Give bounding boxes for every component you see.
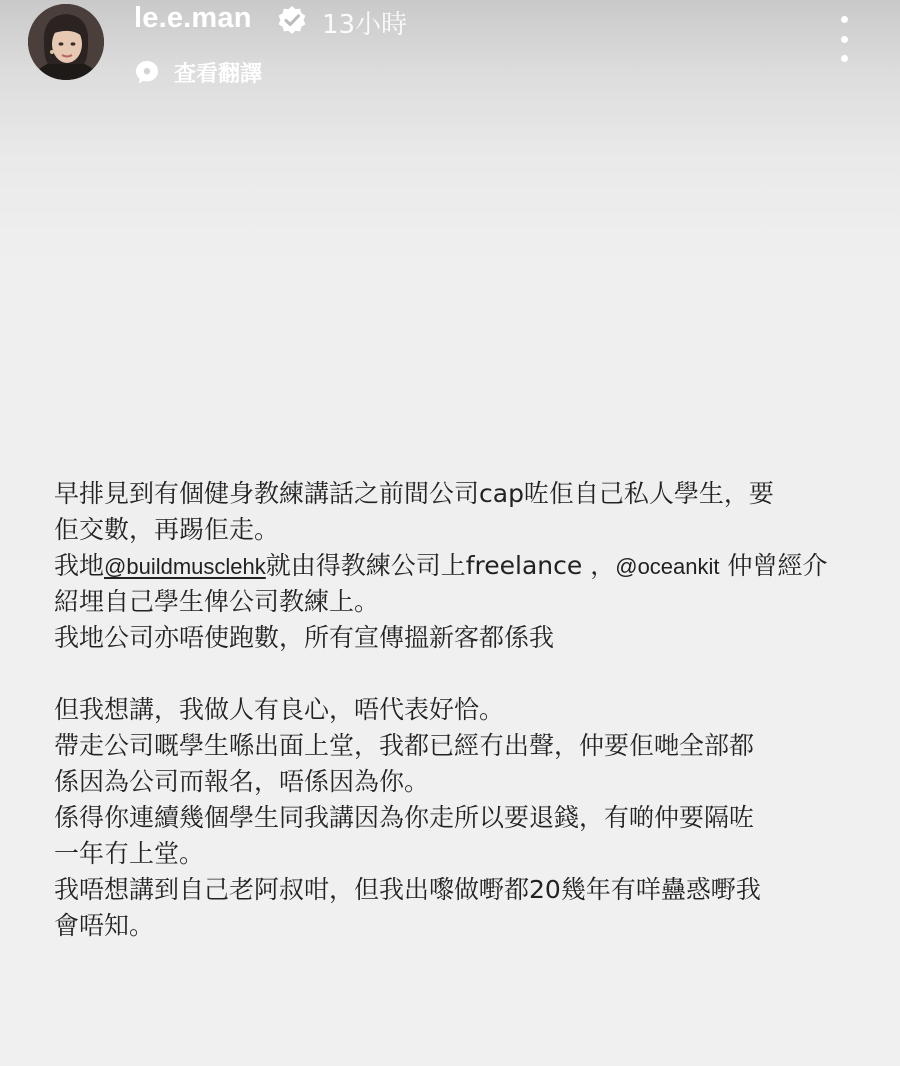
avatar[interactable] — [28, 4, 104, 80]
see-translation-label: 查看翻譯 — [174, 61, 263, 87]
story-text-body — [54, 476, 844, 944]
post-line: 會唔知。 — [54, 911, 155, 940]
mention-oceankit[interactable]: @oceankit — [615, 554, 720, 579]
verified-badge-icon — [276, 4, 308, 36]
post-timestamp: 13小時 — [322, 10, 408, 40]
post-line: 係得你連續幾個學生同我講因為你走所以要退錢，有啲仲要隔咗 — [54, 803, 755, 832]
post-line: 帶走公司嘅學生喺出面上堂，我都已經冇出聲，仲要佢哋全部都 — [54, 731, 755, 760]
username[interactable]: le.e.man — [134, 2, 252, 34]
see-translation-button[interactable] — [134, 56, 262, 88]
post-line: 一年冇上堂。 — [54, 839, 205, 868]
more-options-icon[interactable] — [826, 16, 862, 62]
translate-icon — [134, 59, 160, 85]
post-line: 我地公司亦唔使跑數，所有宣傳搵新客都係我 — [54, 623, 555, 652]
mention-buildmusclehk[interactable]: @buildmusclehk — [104, 554, 266, 579]
paragraph-gap — [54, 656, 844, 692]
story-header — [0, 0, 900, 110]
post-line: 但我想講，我做人有良心，唔代表好恰。 — [54, 695, 505, 724]
post-line: 係因為公司而報名，唔係因為你。 — [54, 767, 430, 796]
post-line-with-mentions — [54, 548, 844, 584]
post-line: 我唔想講到自己老阿叔咁，但我出嚟做嘢都20幾年有咩蠱惑嘢我 — [54, 875, 761, 904]
more-dot — [841, 55, 848, 62]
post-text: 就由得教練公司上freelance ， — [265, 551, 616, 580]
post-line: 早排見到有個健身教練講話之前間公司cap咗佢自己私人學生，要 — [54, 479, 774, 508]
more-dot — [841, 36, 848, 43]
post-line: 紹埋自己學生俾公司教練上。 — [54, 587, 380, 616]
post-text: 我地 — [54, 551, 105, 580]
post-text: 仲曾經介 — [719, 551, 828, 580]
post-line: 佢交數，再踢佢走。 — [54, 515, 280, 544]
more-dot — [841, 16, 848, 23]
